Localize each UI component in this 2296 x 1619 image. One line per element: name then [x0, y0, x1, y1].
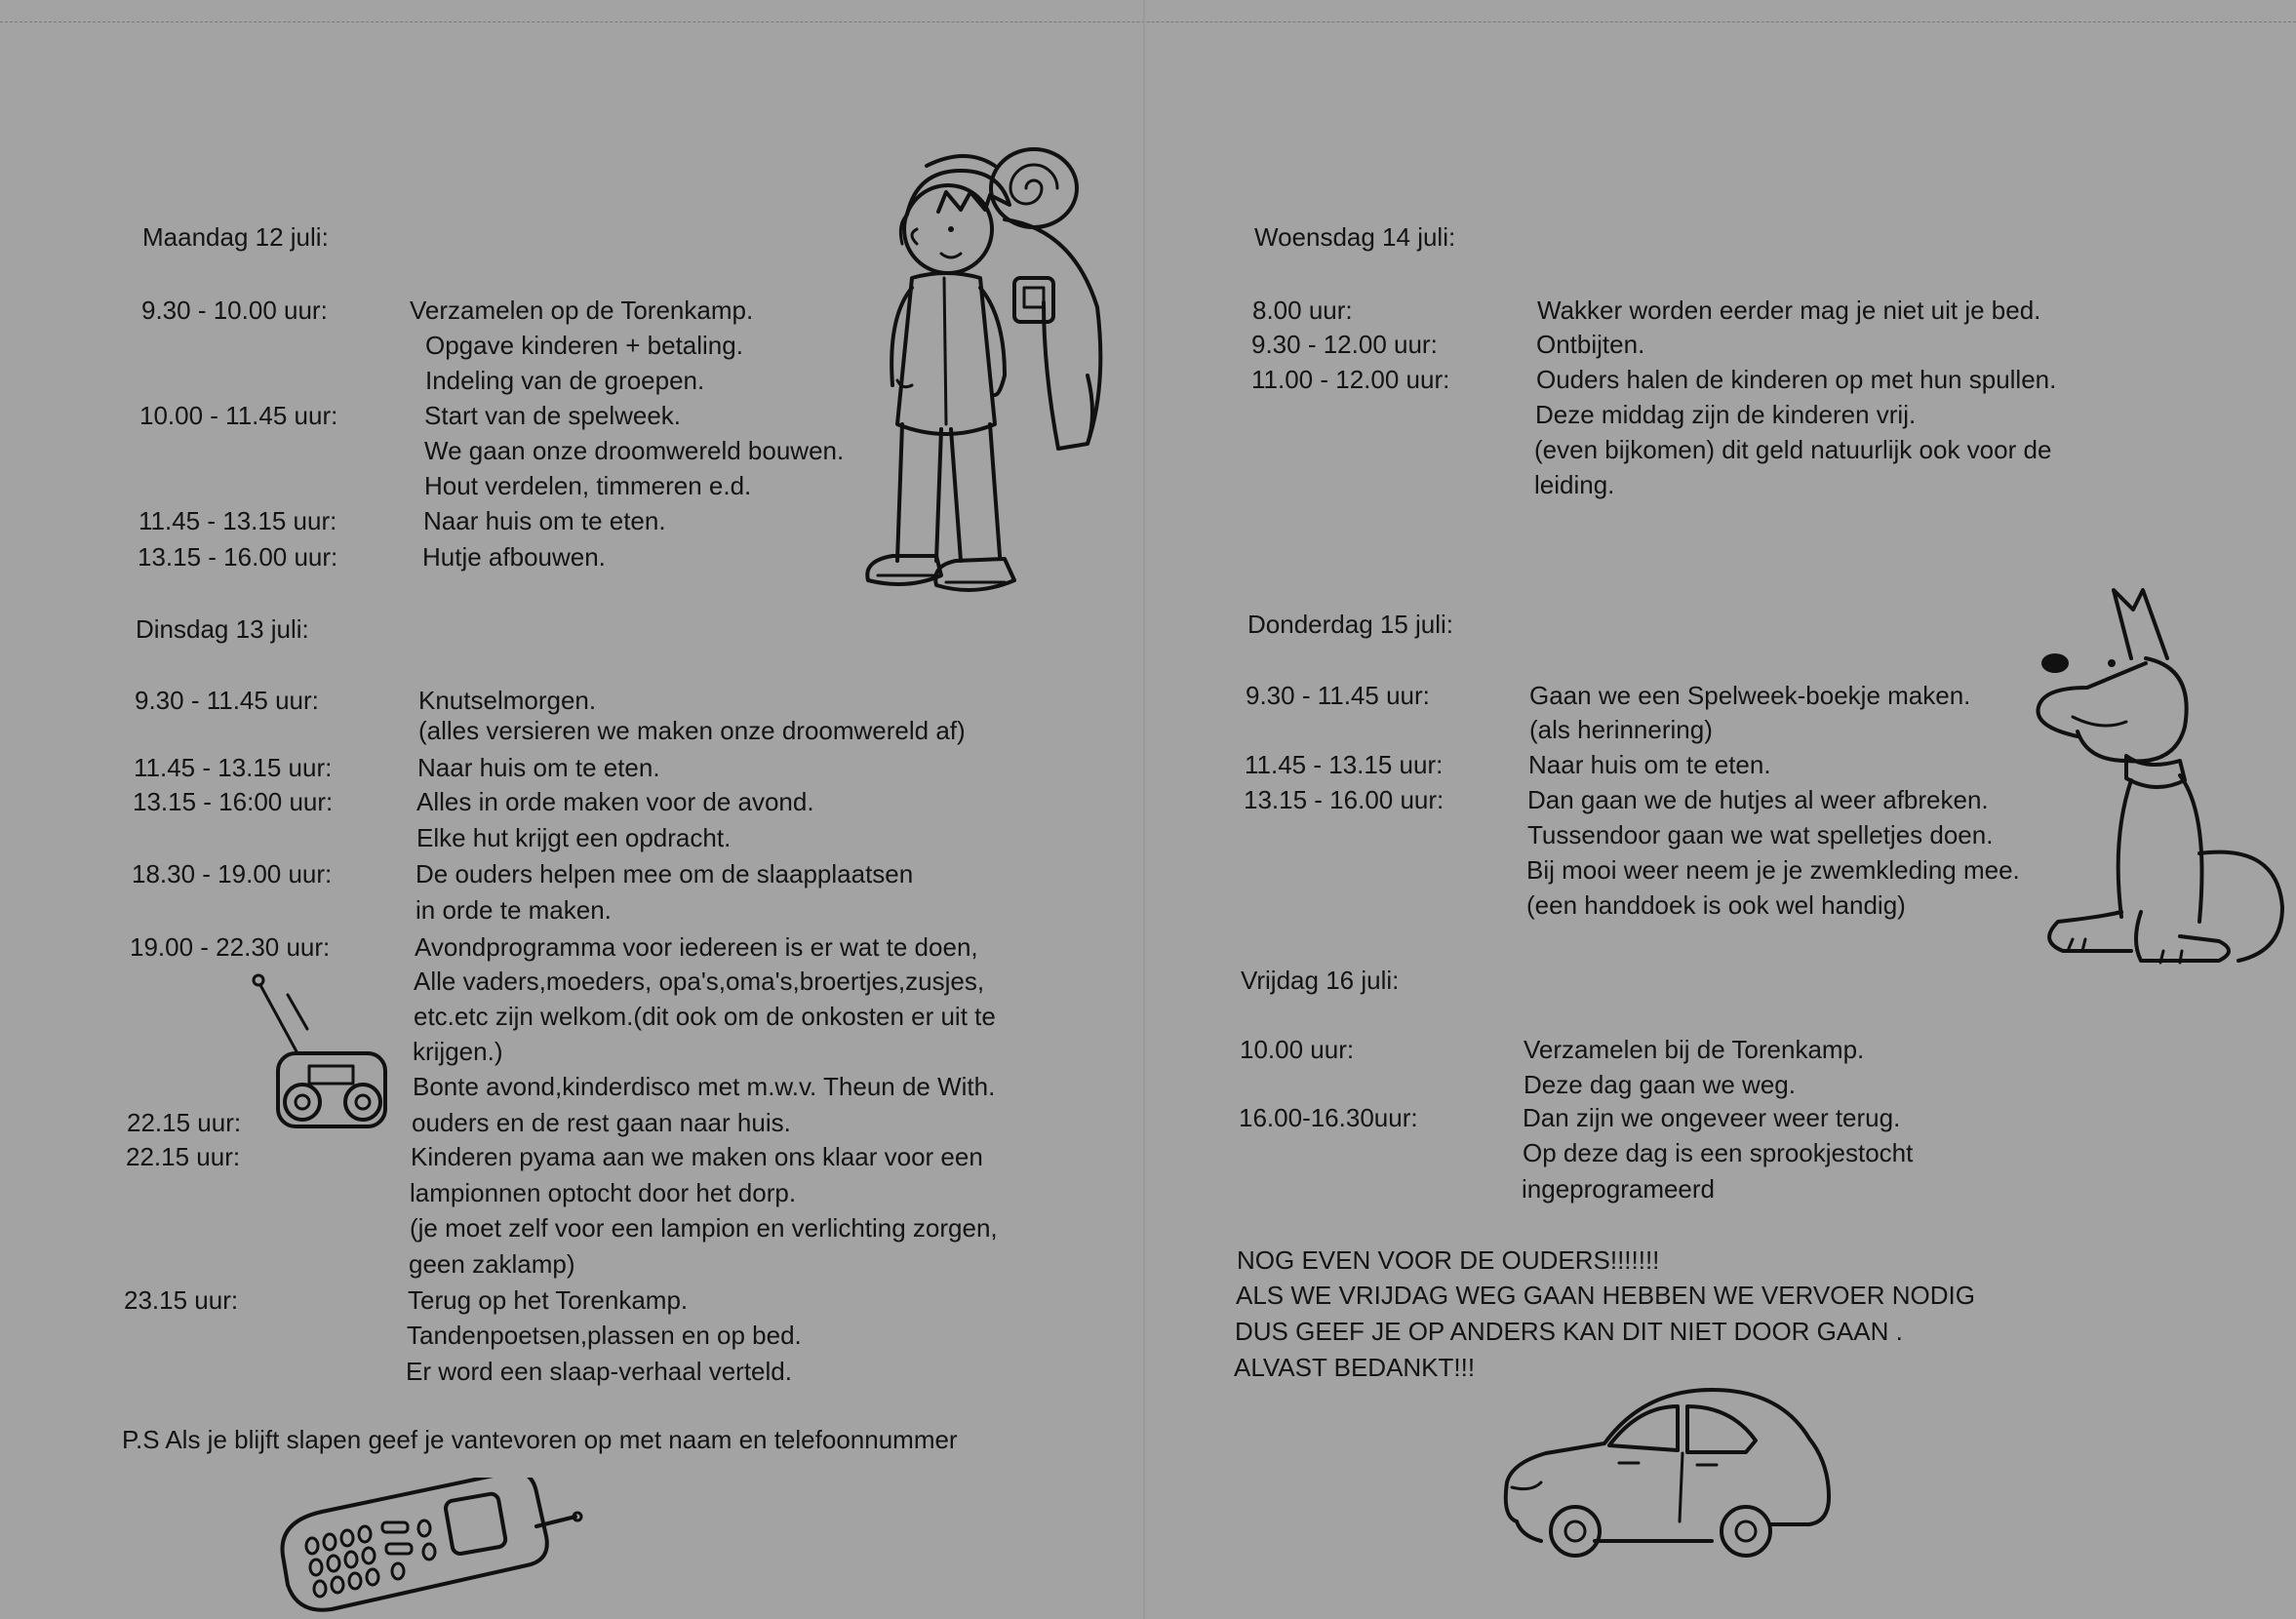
notice-line-2: ALS WE VRIJDAG WEG GAAN HEBBEN WE VERVOER NODIG: [1236, 1281, 1975, 1310]
hiker-icon: [858, 132, 1122, 595]
tuesday-time-3: 11.45 - 13.15 uur:: [134, 753, 333, 782]
friday-title: Vrijdag 16 juli:: [1241, 966, 1400, 995]
tuesday-time-13: 22.15 uur:: [127, 1108, 242, 1137]
dog-icon: [2034, 580, 2287, 990]
tuesday-text-5: Elke hut krijgt een opdracht.: [416, 823, 732, 852]
friday-text-1: Verzamelen bij de Torenkamp.: [1524, 1035, 1865, 1064]
tuesday-text-7: in orde te maken.: [416, 895, 612, 925]
radio-icon: [249, 970, 395, 1136]
friday-text-4: Op deze dag is een sprookjestocht: [1523, 1138, 1914, 1167]
tuesday-text-10: etc.etc zijn welkom.(dit ook om de onkosten er uit te: [414, 1002, 996, 1031]
notice-line-4: ALVAST BEDANKT!!!: [1234, 1353, 1476, 1382]
thursday-text-4: Dan gaan we de hutjes al weer afbreken.: [1527, 785, 1989, 814]
car-icon: [1502, 1385, 1843, 1565]
tuesday-text-4: Alles in orde maken voor de avond.: [416, 787, 814, 816]
wednesday-title: Woensdag 14 juli:: [1254, 222, 1456, 252]
phone-icon: [273, 1478, 585, 1619]
page-top-edge: [0, 0, 2296, 22]
wednesday-time-2: 9.30 - 12.00 uur:: [1251, 330, 1438, 359]
friday-text-2: Deze dag gaan we weg.: [1524, 1070, 1796, 1099]
wednesday-text-4: Deze middag zijn de kinderen vrij.: [1535, 400, 1917, 429]
monday-text-3: Indeling van de groepen.: [425, 366, 705, 395]
wednesday-time-1: 8.00 uur:: [1252, 296, 1353, 325]
monday-text-5: We gaan onze droomwereld bouwen.: [424, 436, 845, 465]
friday-text-3: Dan zijn we ongeveer weer terug.: [1523, 1103, 1901, 1132]
tuesday-time-6: 18.30 - 19.00 uur:: [132, 859, 333, 888]
tuesday-text-8: Avondprogramma voor iedereen is er wat te doen,: [415, 932, 978, 962]
wednesday-time-3: 11.00 - 12.00 uur:: [1251, 365, 1450, 394]
monday-time-4: 10.00 - 11.45 uur:: [139, 401, 338, 430]
tuesday-text-9: Alle vaders,moeders, opa's,oma's,broertjes,zusjes,: [414, 967, 985, 996]
monday-text-2: Opgave kinderen + betaling.: [425, 331, 743, 360]
thursday-time-4: 13.15 - 16.00 uur:: [1244, 785, 1445, 814]
wednesday-text-1: Wakker worden eerder mag je niet uit je bed.: [1537, 296, 2041, 325]
tuesday-text-2: (alles versieren we maken onze droomwereld af): [418, 716, 966, 745]
tuesday-text-12: Bonte avond,kinderdisco met m.w.v. Theun de With.: [413, 1072, 996, 1101]
tuesday-time-8: 19.00 - 22.30 uur:: [130, 932, 331, 962]
tuesday-text-19: Tandenpoetsen,plassen en op bed.: [407, 1321, 802, 1350]
monday-text-1: Verzamelen op de Torenkamp.: [410, 296, 754, 325]
tuesday-time-1: 9.30 - 11.45 uur:: [135, 686, 319, 715]
notice-line-3: DUS GEEF JE OP ANDERS KAN DIT NIET DOOR GAAN .: [1235, 1317, 1903, 1346]
thursday-text-6: Bij mooi weer neem je je zwemkleding mee.: [1526, 855, 2020, 885]
tuesday-text-17: geen zaklamp): [409, 1249, 575, 1279]
thursday-time-3: 11.45 - 13.15 uur:: [1245, 750, 1444, 779]
tuesday-time-4: 13.15 - 16:00 uur:: [133, 787, 334, 816]
wednesday-text-5: (even bijkomen) dit geld natuurlijk ook voor de: [1534, 435, 2052, 464]
wednesday-text-2: Ontbijten.: [1536, 330, 1645, 359]
wednesday-text-6: leiding.: [1534, 470, 1615, 499]
monday-time-7: 11.45 - 13.15 uur:: [139, 506, 337, 535]
ps-note: P.S Als je blijft slapen geef je vantevoren op met naam en telefoonnummer: [122, 1425, 958, 1454]
tuesday-title: Dinsdag 13 juli:: [136, 614, 309, 644]
tuesday-text-6: De ouders helpen mee om de slaapplaatsen: [416, 859, 914, 888]
tuesday-text-1: Knutselmorgen.: [418, 686, 597, 715]
tuesday-text-16: (je moet zelf voor een lampion en verlichting zorgen,: [410, 1213, 998, 1243]
monday-text-8: Hutje afbouwen.: [422, 542, 606, 572]
tuesday-text-11: krijgen.): [413, 1037, 503, 1066]
tuesday-text-15: lampionnen optocht door het dorp.: [410, 1178, 797, 1207]
tuesday-time-14: 22.15 uur:: [126, 1142, 241, 1171]
page-fold: [1143, 0, 1145, 1619]
thursday-title: Donderdag 15 juli:: [1247, 610, 1454, 639]
monday-title: Maandag 12 juli:: [142, 222, 329, 252]
monday-text-4: Start van de spelweek.: [424, 401, 682, 430]
monday-time-1: 9.30 - 10.00 uur:: [141, 296, 328, 325]
thursday-text-3: Naar huis om te eten.: [1528, 750, 1771, 779]
thursday-text-2: (als herinnering): [1529, 715, 1713, 744]
thursday-text-1: Gaan we een Spelweek-boekje maken.: [1529, 681, 1971, 710]
monday-text-7: Naar huis om te eten.: [423, 506, 666, 535]
tuesday-text-20: Er word een slaap-verhaal verteld.: [406, 1357, 792, 1386]
thursday-text-7: (een handdoek is ook wel handig): [1526, 890, 1906, 920]
monday-time-8: 13.15 - 16.00 uur:: [138, 542, 338, 572]
friday-text-5: ingeprogrameerd: [1522, 1174, 1716, 1204]
tuesday-time-18: 23.15 uur:: [124, 1285, 239, 1315]
thursday-time-1: 9.30 - 11.45 uur:: [1246, 681, 1430, 710]
tuesday-text-3: Naar huis om te eten.: [417, 753, 660, 782]
notice-line-1: NOG EVEN VOOR DE OUDERS!!!!!!!: [1237, 1245, 1660, 1275]
friday-time-1: 10.00 uur:: [1240, 1035, 1355, 1064]
thursday-text-5: Tussendoor gaan we wat spelletjes doen.: [1527, 820, 1994, 849]
tuesday-text-18: Terug op het Torenkamp.: [408, 1285, 689, 1315]
tuesday-text-13: ouders en de rest gaan naar huis.: [412, 1108, 791, 1137]
friday-time-3: 16.00-16.30uur:: [1239, 1103, 1418, 1132]
monday-text-6: Hout verdelen, timmeren e.d.: [424, 471, 752, 500]
tuesday-text-14: Kinderen pyama aan we maken ons klaar voor een: [411, 1142, 983, 1171]
wednesday-text-3: Ouders halen de kinderen op met hun spullen.: [1536, 365, 2057, 394]
